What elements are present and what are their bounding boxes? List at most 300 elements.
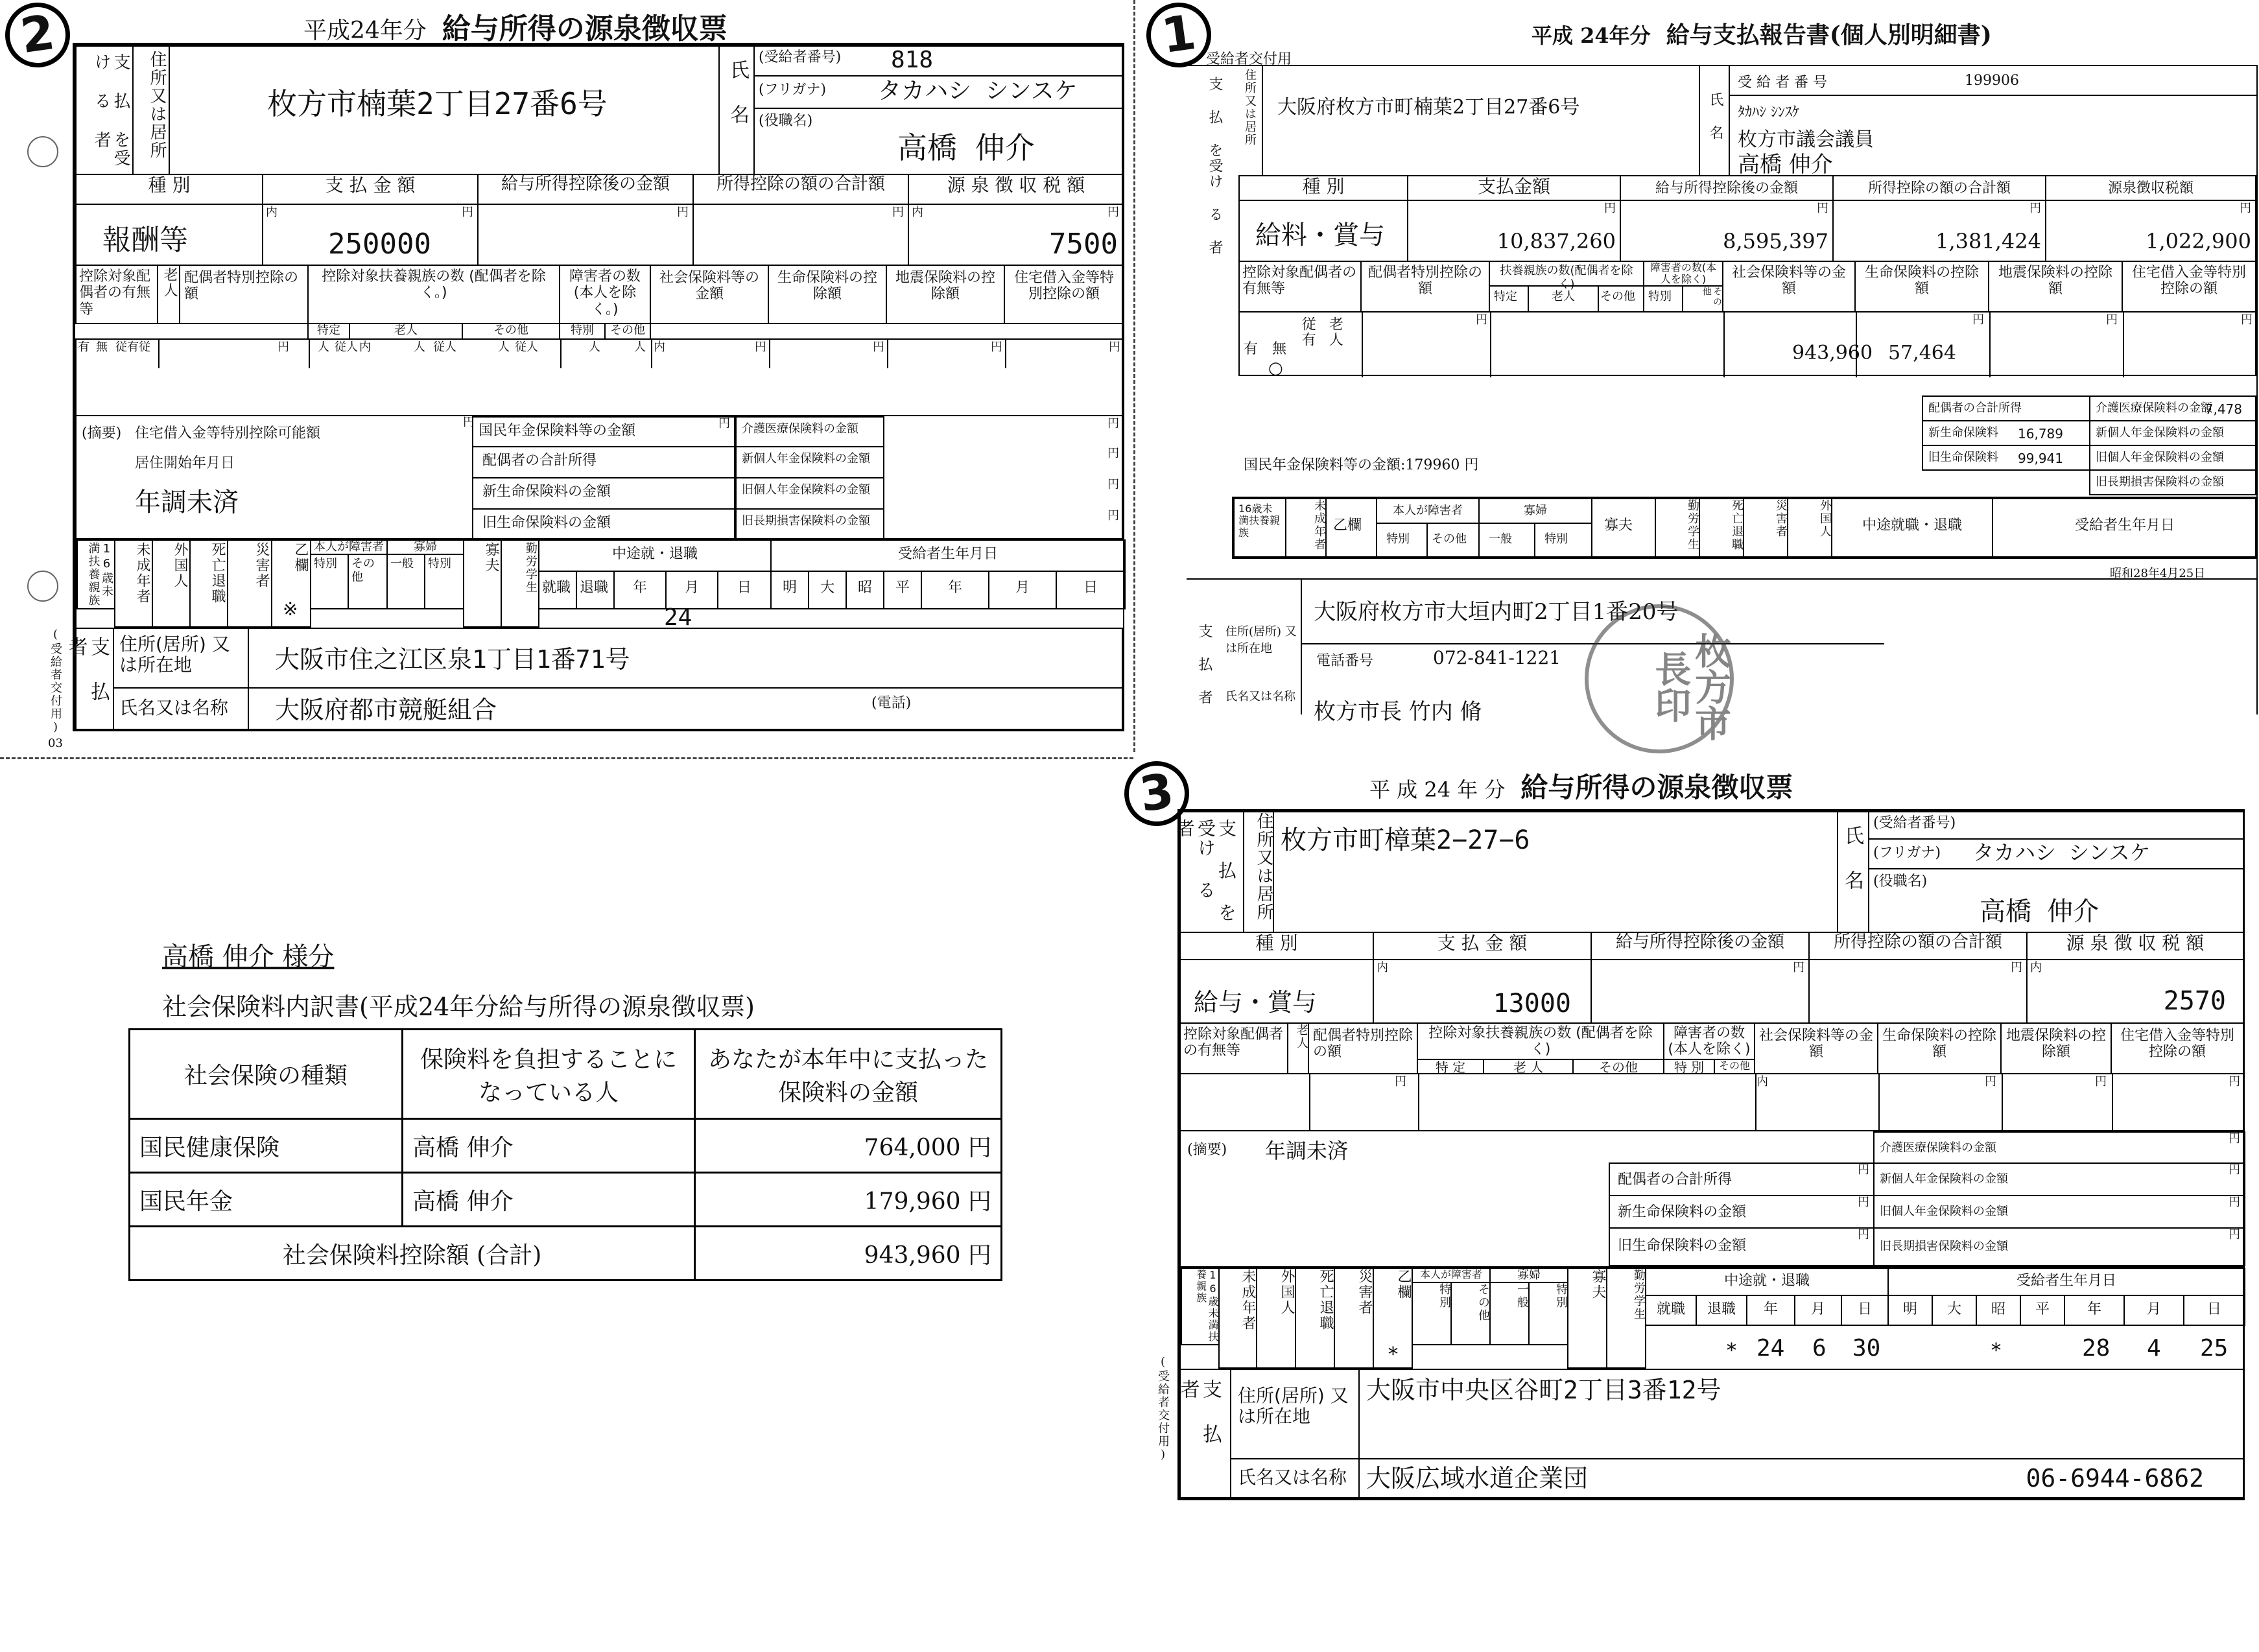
- unit-yen: 円: [1107, 206, 1119, 219]
- doc1-spouse-elder: 老人: [1327, 316, 1343, 348]
- doc3-header-type: 種 別: [1179, 932, 1374, 960]
- doc3-f-widow: 寡婦: [1489, 1268, 1568, 1283]
- doc1-life-ins: 57,464: [1888, 342, 1956, 364]
- doc1-pension-note: 国民年金保険料等の金額:179960 円: [1244, 457, 1479, 473]
- unit-yen: 円: [1817, 202, 1828, 215]
- doc2-payer-addr-cell: [248, 628, 1124, 689]
- doc2-h-dependents: 控除対象扶養親族の数 (配偶者を除く。): [307, 265, 560, 324]
- ins-total-label: 社会保険料控除額 (合計): [130, 1227, 695, 1280]
- table-row: [130, 1119, 1002, 1173]
- insurance-title: 社会保険料内訳書(平成24年分給与所得の源泉徴収票): [162, 993, 755, 1021]
- doc2-furigana: タカハシ シンスケ: [878, 78, 1078, 104]
- doc3-name-label: 氏 名: [1837, 811, 1869, 933]
- unit-yen: 円: [1107, 478, 1119, 491]
- unit-yen: 円: [1395, 1075, 1406, 1089]
- unit-yen: 円: [2229, 1075, 2240, 1089]
- doc2-right-0: 介護医療保険料の金額: [735, 416, 884, 447]
- doc3-type-cell: [1179, 959, 1374, 1024]
- doc3-f-widower: 寡夫: [1567, 1268, 1607, 1369]
- doc2-payment: 250000: [328, 228, 431, 261]
- vertical-fold-line: [1133, 0, 1135, 752]
- doc3-mid-1: 新生命保険料の金額: [1609, 1195, 1875, 1229]
- unit: 人: [634, 340, 646, 354]
- doc3-fs-9: 明: [1887, 1295, 1933, 1326]
- unit-yen: 円: [1604, 202, 1616, 215]
- ins-row-amount: 764,000 円: [695, 1119, 1002, 1173]
- doc3-tax: 2570: [2163, 986, 2226, 1016]
- doc1-h-quake: 地震保険料の控除額: [1988, 261, 2123, 313]
- doc2-f-disaster: 災害者: [227, 539, 272, 628]
- doc2-payer-name-label: 氏名又は名称: [113, 687, 249, 731]
- official-seal: 枚方市長印: [1585, 604, 1734, 753]
- doc2-type-cell: [75, 204, 263, 266]
- doc3-h-spouse: 控除対象配偶者の有無等: [1179, 1022, 1288, 1074]
- unit: 従人: [515, 340, 538, 354]
- doc3-mid-2: 旧生命保険料の金額: [1609, 1227, 1875, 1266]
- doc2-mid-1: 配偶者の合計所得: [472, 446, 735, 478]
- ins-header-person: 保険料を負担することになっている人: [403, 1030, 695, 1119]
- doc3-h-elder: 老人: [1287, 1022, 1309, 1074]
- unit: 従人: [433, 340, 456, 354]
- unit-yen: 円: [2095, 1075, 2107, 1089]
- unit-nai: 内: [2030, 961, 2042, 974]
- doc1-h-life: 生命保険料の控除額: [1854, 261, 1989, 313]
- unit-yen: 円: [2229, 1132, 2240, 1146]
- unit-yen: 円: [2229, 1196, 2240, 1209]
- doc3-recipient-no-label: (受給者番号): [1873, 815, 1956, 831]
- doc1-header-deduction: 所得控除の額の合計額: [1832, 175, 2046, 201]
- doc1-f-disaster: 災害者: [1743, 498, 1788, 558]
- doc2-withholding-slip: [0, 0, 1133, 752]
- doc2-f-widow: 寡婦: [386, 539, 464, 555]
- doc3-retire-month: 6: [1812, 1335, 1827, 1362]
- unit-yen: 円: [2241, 313, 2253, 327]
- doc2-right-3: 旧長期損害保険料の金額: [735, 508, 884, 541]
- doc1-sub-elder: 老人: [1528, 285, 1599, 313]
- doc1-f-under16: 16歳未満扶養親族: [1233, 498, 1286, 558]
- doc2-row2-values: [75, 338, 1124, 416]
- doc1-f-midjob: 中途就職・退職: [1831, 498, 1993, 558]
- doc2-tax-cell: [908, 204, 1124, 266]
- doc2-f-under16: 16歳未満扶養親族: [77, 539, 115, 609]
- unit-yen: 円: [2229, 1163, 2240, 1177]
- doc3-phone: 06-6944-6862: [2026, 1464, 2204, 1493]
- doc3-fs-0: 特別: [1412, 1282, 1452, 1345]
- unit-yen: 円: [463, 416, 475, 429]
- doc1-f-birth: 受給者生年月日: [1992, 498, 2258, 558]
- ins-row-person: 高橋 伸介: [403, 1119, 695, 1173]
- doc3-fs-1: その他: [1450, 1282, 1491, 1345]
- unit: 人: [414, 340, 425, 354]
- unit-yen: 円: [462, 206, 473, 219]
- doc2-sub-special: 特別: [559, 323, 606, 340]
- doc1-spouse-has: 有: [1244, 341, 1259, 357]
- doc2-mid-3: 旧生命保険料の金額: [472, 508, 735, 541]
- doc3-position-label: (役職名): [1873, 873, 1928, 890]
- doc3-h-disabled: 障害者の数 (本人を除く): [1663, 1022, 1755, 1060]
- doc2-fs-13: 年: [921, 571, 989, 609]
- doc2-fs-0: 特別: [310, 554, 349, 609]
- doc3-sub-elder: 老 人: [1483, 1059, 1574, 1074]
- doc3-sub-specific: 特 定: [1417, 1059, 1484, 1074]
- doc3-f-midjob: 中途就・退職: [1645, 1268, 1889, 1296]
- doc2-fs-1: その他: [348, 554, 388, 609]
- doc3-fs-15: 日: [2183, 1295, 2245, 1326]
- doc1-f-death: 死亡退職: [1699, 498, 1744, 558]
- doc3-retire-day: 30: [1852, 1335, 1881, 1362]
- doc1-sub-other2: その他: [1682, 285, 1723, 313]
- doc3-birth-day: 25: [2200, 1335, 2229, 1362]
- doc3-header-deduction: 所得控除の額の合計額: [1808, 932, 2028, 960]
- doc3-h-housing: 住宅借入金等特別控除の額: [2111, 1022, 2244, 1074]
- doc3-f-under16: 16歳未満扶養親族: [1181, 1268, 1220, 1345]
- doc2-sub-elder: 老人: [349, 323, 463, 340]
- doc1-payment: 10,837,260: [1496, 229, 1616, 254]
- doc1-header-type: 種 別: [1238, 175, 1408, 201]
- unit-yen: 円: [2106, 313, 2118, 327]
- doc2-recipient-no-label: (受給者番号): [759, 49, 842, 65]
- doc1-payer-name-label: 氏名又は名称: [1225, 690, 1295, 703]
- ins-row-person: 高橋 伸介: [403, 1173, 695, 1227]
- doc2-f-death: 死亡退職: [189, 539, 228, 628]
- doc3-f-disaster: 災害者: [1334, 1268, 1374, 1369]
- doc3-fs-8: 日: [1841, 1295, 1889, 1326]
- doc1-payer-name: 枚方市長 竹内 脩: [1314, 699, 1482, 725]
- doc1-fs-0: 特別: [1376, 523, 1428, 558]
- doc1-payer-addr-label: 住所(居所) 又は所在地: [1225, 625, 1297, 655]
- doc2-header-tax: 源 泉 徴 収 税 額: [908, 174, 1124, 205]
- doc3-fs-6: 年: [1746, 1295, 1795, 1326]
- doc3-f-birth: 受給者生年月日: [1887, 1268, 2245, 1296]
- doc1-flags: [1232, 497, 2256, 559]
- doc2-memo2: 居住開始年月日: [135, 455, 235, 471]
- unit-yen: 円: [2029, 202, 2041, 215]
- doc1-s-old-pension: 旧個人年金保険料の金額: [2089, 445, 2256, 471]
- unit-yen: 円: [991, 340, 1002, 354]
- doc1-f-student: 勤労学生: [1655, 498, 1700, 558]
- doc3-address-label: 住所又は居所: [1243, 811, 1274, 933]
- doc3-header-payment: 支 払 金 額: [1373, 932, 1592, 960]
- doc3-retire-year: 24: [1756, 1335, 1785, 1362]
- doc2-fs-5: 退職: [576, 571, 615, 609]
- unit-yen: 円: [1109, 340, 1120, 354]
- unit-yen: 円: [2011, 961, 2022, 974]
- doc1-social-ins: 943,960: [1792, 342, 1873, 364]
- doc3-payee-label: 支 払 を受け る 者: [1179, 811, 1244, 933]
- unit-yen: 円: [1985, 1075, 1996, 1089]
- doc3-right-3: 旧長期損害保険料の金額: [1873, 1227, 2245, 1266]
- doc3-right-0: 介護医療保険料の金額: [1873, 1131, 2245, 1164]
- doc3-birth-year: 28: [2082, 1335, 2111, 1362]
- unit: 人: [498, 340, 510, 354]
- doc2-payer-label: 支 払 者: [75, 628, 114, 731]
- doc2-fs-6: 年: [613, 571, 667, 609]
- doc3-tax-cell: [2026, 959, 2244, 1024]
- unit-yen: 円: [718, 417, 730, 431]
- doc2-sub-specific: 特定: [307, 323, 350, 340]
- doc3-fs-14: 月: [2123, 1295, 2184, 1326]
- doc2-right-2: 旧個人年金保険料の金額: [735, 477, 884, 510]
- doc2-flags: [75, 538, 1124, 629]
- doc2-h-spouse: 控除対象配偶者の有無等: [75, 265, 158, 324]
- doc2-code: 03: [48, 737, 63, 750]
- unit: 従有: [115, 340, 139, 354]
- doc1-recipient-no: 199906: [1965, 73, 2019, 89]
- doc2-memo-label: (摘要): [82, 425, 122, 442]
- doc2-side-label: (受給者交付用): [49, 628, 62, 735]
- doc3-header-after: 給与所得控除後の金額: [1591, 932, 1810, 960]
- doc1-f-minor: 未成年者: [1285, 498, 1327, 558]
- doc1-f-widower: 寡夫: [1591, 498, 1656, 558]
- doc3-h-quake: 地震保険料の控除額: [2000, 1022, 2112, 1074]
- doc1-salary-report: [1141, 0, 2259, 739]
- doc3-address-cell: [1273, 811, 1838, 933]
- doc2-f-midjob: 中途就・退職: [538, 539, 772, 572]
- doc2-fs-8: 日: [717, 571, 772, 609]
- unit-yen: 円: [1793, 961, 1804, 974]
- doc1-type: 給料・賞与: [1255, 220, 1385, 250]
- doc1-after: 8,595,397: [1723, 229, 1828, 254]
- doc2-recipient-no: 818: [891, 47, 934, 73]
- doc3-fs-12: 平: [2020, 1295, 2065, 1326]
- marker-3: 3: [1120, 757, 1194, 831]
- unit-yen: 円: [1107, 447, 1119, 460]
- doc2-fs-9: 明: [770, 571, 809, 609]
- doc3-h-dependents: 控除対象扶養親族の数 (配偶者を除く): [1417, 1022, 1664, 1060]
- doc1-header-payment: 支払金額: [1407, 175, 1621, 201]
- doc1-phone: 072-841-1221: [1433, 647, 1561, 668]
- doc3-h-life: 生命保険料の控除額: [1877, 1022, 2002, 1074]
- doc1-payment-cell: [1407, 200, 1621, 262]
- doc2-form: [64, 43, 1124, 731]
- doc3-name-cell: [1868, 811, 2244, 933]
- doc3-f-death: 死亡退職: [1295, 1268, 1335, 1369]
- doc1-fs-1: その他: [1426, 523, 1480, 558]
- doc1-f-disabled: 本人が障害者: [1376, 498, 1480, 524]
- doc3-side-label: (受給者交付用): [1156, 1355, 1170, 1463]
- doc1-after-cell: [1620, 200, 1834, 262]
- doc2-deduction-cell: [692, 204, 909, 266]
- doc3-payer-addr-label: 住所(居所) 又は所在地: [1230, 1369, 1360, 1459]
- doc3-fs-7: 月: [1794, 1295, 1842, 1326]
- doc3-f-student: 勤労学生: [1606, 1268, 1646, 1369]
- unit: 人: [589, 340, 600, 354]
- doc2-fs-4: 就職: [538, 571, 577, 609]
- doc2-name-label: 氏 名: [718, 45, 755, 175]
- doc1-s-spouse-income: 配偶者の合計所得: [1922, 395, 2090, 421]
- doc2-memo1: 住宅借入金等特別控除可能額: [135, 425, 321, 442]
- unit-yen: 円: [2229, 1228, 2240, 1242]
- doc2-header-deduction: 所得控除の額の合計額: [692, 174, 909, 205]
- doc3-furigana: タカハシ シンスケ: [1973, 840, 2151, 865]
- doc3-sub-other: その他: [1572, 1059, 1664, 1074]
- doc1-spouse-mark: ○: [1268, 359, 1283, 378]
- doc3-payer-addr-cell: [1358, 1369, 2244, 1459]
- doc3-header-tax: 源 泉 徴 収 税 額: [2026, 932, 2244, 960]
- doc2-payer-addr: 大阪市住之江区泉1丁目1番71号: [275, 645, 630, 674]
- doc1-h-disabled: 障害者の数(本人を除く): [1643, 261, 1723, 287]
- doc2-header-type: 種 別: [75, 174, 263, 205]
- insurance-breakdown: [117, 927, 1024, 1290]
- unit-yen: 円: [1107, 417, 1119, 431]
- doc2-fs-2: 一般: [386, 554, 425, 609]
- doc3-fs-3: 特別: [1528, 1282, 1568, 1345]
- doc1-s-new-life: 新生命保険料 16,789: [1922, 420, 2090, 446]
- doc1-payer-addr: 大阪府枚方市大垣内町2丁目1番20号: [1314, 599, 1679, 625]
- doc3-fs-5: 退職: [1696, 1295, 1747, 1326]
- doc1-birth: 昭和28年4月25日: [2110, 567, 2206, 580]
- doc3-type: 給与・賞与: [1194, 988, 1318, 1017]
- doc3-fs-4: 就職: [1645, 1295, 1697, 1326]
- doc3-h-social: 社会保険料等の金額: [1754, 1022, 1878, 1074]
- doc3-memo-label: (摘要): [1187, 1142, 1227, 1158]
- doc1-s-care: 介護医療保険料の金額 7,478: [2089, 395, 2256, 421]
- doc2-f-student: 勤労学生: [501, 539, 539, 628]
- doc2-mid-0: 国民年金保険料等の金額: [472, 416, 735, 447]
- doc3-f-otsu: 乙欄: [1373, 1268, 1413, 1369]
- doc3-payer-name-label: 氏名又は名称: [1230, 1458, 1360, 1498]
- doc2-payer-addr-label: 住所(居所) 又は所在地: [113, 628, 249, 689]
- doc3-name: 高橋 伸介: [1980, 897, 2099, 926]
- unit-yen: 円: [2240, 202, 2251, 215]
- doc3-memo: 年調未済: [1265, 1139, 1349, 1163]
- doc3-showa-mark: *: [1991, 1339, 2001, 1362]
- unit-nai: 内: [1377, 961, 1388, 974]
- doc1-address: 大阪府枚方市町楠葉2丁目27番6号: [1277, 96, 1580, 119]
- doc1-furigana: ﾀｶﾊｼ ｼﾝｽｹ: [1738, 104, 1799, 121]
- doc3-retire-mark: *: [1727, 1339, 1736, 1362]
- doc3-right-1: 新個人年金保険料の金額: [1873, 1162, 2245, 1196]
- doc2-f-widower: 寡夫: [463, 539, 502, 628]
- doc3-otsu-mark: *: [1388, 1343, 1398, 1366]
- doc1-spouse-dep: 従有: [1299, 316, 1316, 348]
- doc2-fs-3: 特別: [424, 554, 464, 609]
- doc2-payer-name: 大阪府都市競艇組合: [275, 696, 497, 724]
- doc2-h-life: 生命保険料の控除額: [768, 265, 887, 324]
- doc2-fs-15: 日: [1056, 571, 1126, 609]
- doc2-phone-label: (電話): [871, 695, 912, 711]
- doc2-f-birth: 受給者生年月日: [770, 539, 1126, 572]
- insurance-recipient: 高橋 伸介 様分: [162, 942, 335, 972]
- doc3-fs-10: 大: [1932, 1295, 1977, 1326]
- unit-yen: 円: [278, 340, 289, 354]
- doc1-fs-3: 特別: [1534, 523, 1592, 558]
- doc1-copy-label: 受給者交付用: [1206, 51, 1292, 67]
- doc3-right-2: 旧個人年金保険料の金額: [1873, 1195, 2245, 1229]
- doc2-after-cell: [477, 204, 694, 266]
- unit: 有: [78, 340, 89, 354]
- doc2-memo3: 年調未済: [135, 488, 239, 517]
- doc1-h-spouse-special: 配偶者特別控除の額: [1360, 261, 1490, 313]
- doc1-spouse-none: 無: [1272, 341, 1287, 357]
- doc1-h-social: 社会保険料等の金額: [1722, 261, 1856, 313]
- doc2-fs-11: 昭: [846, 571, 884, 609]
- doc3-payment-cell: [1373, 959, 1592, 1024]
- doc2-title: 平成24年分 給与所得の源泉徴収票: [303, 12, 727, 45]
- doc1-tax: 1,022,900: [2146, 229, 2251, 254]
- doc3-birth-month: 4: [2147, 1335, 2161, 1362]
- unit-yen: 円: [677, 206, 689, 219]
- table-row: [130, 1173, 1002, 1227]
- doc1-header-after: 給与所得控除後の金額: [1620, 175, 1834, 201]
- doc3-h-spouse-special: 配偶者特別控除の額: [1308, 1022, 1418, 1074]
- doc2-fs-12: 平: [883, 571, 922, 609]
- doc3-flags: [1179, 1266, 2244, 1370]
- doc2-payment-cell: [262, 204, 479, 266]
- doc2-fs-14: 月: [988, 571, 1057, 609]
- doc3-sub-special: 特 別: [1663, 1059, 1715, 1074]
- doc2-address: 枚方市楠葉2丁目27番6号: [267, 86, 608, 121]
- marker-1: 1: [1142, 0, 1216, 71]
- doc1-name-label: 氏 名: [1707, 92, 1723, 141]
- doc2-sub-other: その他: [462, 323, 560, 340]
- doc3-furigana-label: (フリガナ): [1873, 845, 1941, 861]
- unit-yen: 円: [1858, 1228, 1869, 1242]
- doc3-payer-name-cell: [1358, 1458, 2244, 1498]
- unit: 内: [359, 340, 371, 354]
- doc1-care-ins: 7,478: [2205, 401, 2242, 417]
- doc2-f-otsu: 乙欄: [271, 539, 311, 628]
- ins-row-type: 国民健康保険: [130, 1119, 403, 1173]
- doc1-recipient-no-label: 受 給 者 番 号: [1738, 75, 1827, 91]
- doc1-deduction: 1,381,424: [1935, 229, 2041, 254]
- doc1-h-spouse: 控除対象配偶者の有無等: [1238, 261, 1362, 313]
- horizontal-fold-line: [0, 757, 1133, 759]
- doc2-tax: 7500: [1049, 228, 1118, 261]
- doc3-fs-13: 年: [2064, 1295, 2125, 1326]
- doc1-sub-specific: 特定: [1489, 285, 1529, 313]
- doc2-position-label: (役職名): [759, 113, 813, 129]
- doc2-address-label: 住所又は居所: [132, 45, 170, 175]
- doc2-furigana-label: (フリガナ): [759, 82, 827, 98]
- unit-nai: 内: [654, 340, 665, 354]
- doc1-header-tax: 源泉徴収税額: [2045, 175, 2256, 201]
- doc2-sub-other2: その他: [604, 323, 651, 340]
- doc1-form: [1187, 65, 2258, 741]
- doc2-f-foreign: 外国人: [152, 539, 191, 628]
- doc1-fs-2: 一般: [1478, 523, 1535, 558]
- doc3-withholding-slip: [1122, 752, 2259, 1652]
- doc3-f-foreign: 外国人: [1256, 1268, 1296, 1369]
- doc2-name: 高橋 伸介: [897, 130, 1035, 165]
- doc2-payee-label: 支 払 を受け る 者: [75, 45, 134, 175]
- doc3-payer-addr: 大阪市中央区谷町2丁目3番12号: [1366, 1376, 1721, 1404]
- doc1-sub-other: その他: [1598, 285, 1644, 313]
- unit-yen: 円: [755, 340, 766, 354]
- unit-yen: 円: [892, 206, 904, 219]
- unit: 無: [96, 340, 108, 354]
- doc3-row2-values: [1179, 1073, 2244, 1131]
- doc2-name-cell: [753, 45, 1124, 175]
- doc2-fs-10: 大: [808, 571, 847, 609]
- doc3-f-minor: 未成年者: [1218, 1268, 1257, 1369]
- doc3-address: 枚方市町樟葉2−27−6: [1281, 825, 1530, 855]
- doc1-title: 平成 24年分 給与支払報告書(個人別明細書): [1532, 21, 1992, 49]
- doc2-type: 報酬等: [102, 224, 188, 257]
- doc2-right-1: 新個人年金保険料の金額: [735, 446, 884, 478]
- ins-header-type: 社会保険の種類: [130, 1030, 403, 1119]
- marker-2: 2: [1, 0, 75, 71]
- unit: 人: [318, 340, 329, 354]
- doc2-header-after: 給与所得控除後の金額: [477, 174, 694, 205]
- doc2-otsu-mark: ※: [283, 598, 298, 620]
- doc3-fs-11: 昭: [1976, 1295, 2021, 1326]
- unit-yen: 円: [1107, 509, 1119, 523]
- unit: 従: [139, 340, 150, 354]
- doc2-fs-7: 月: [665, 571, 718, 609]
- doc2-f-disabled: 本人が障害者: [310, 539, 388, 555]
- doc3-title: 平 成 24 年 分 給与所得の源泉徴収票: [1369, 772, 1793, 803]
